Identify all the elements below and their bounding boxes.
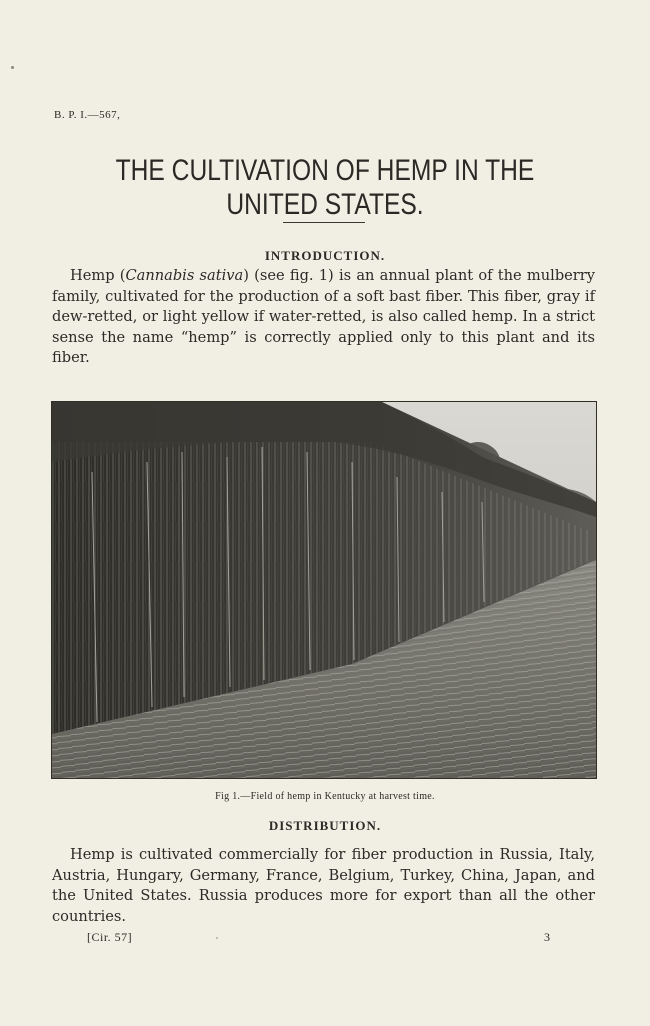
page-title [59, 154, 592, 222]
introduction-paragraph [52, 266, 595, 369]
intro-text-start: Hemp ( [70, 267, 126, 284]
title-line-1: THE CULTIVATION OF HEMP IN THE [115, 154, 535, 188]
title-rule [283, 222, 365, 223]
distribution-paragraph: Hemp is cultivated commercially for fiber production in Russia, Italy, Austria, Hungary, Germany, France, Belgium, Turkey, China, Japan, and the United States. Russia produces more for export than all the other countries. [52, 846, 595, 925]
hemp-field-illustration [52, 402, 596, 778]
scan-speck [216, 937, 218, 939]
bulletin-number: B. P. I.—567, [54, 109, 121, 121]
introduction-heading: INTRODUCTION. [264, 248, 386, 263]
distribution-heading: DISTRIBUTION. [268, 818, 382, 833]
figure-caption: Fig 1.—Field of hemp in Kentucky at harvest time. [215, 791, 435, 802]
hemp-field-photo [51, 401, 597, 779]
page-number: 3 [544, 930, 550, 944]
intro-text-rest: ) (see fig. 1) is an annual plant of the mulberry family, cultivated for the production of a soft bast fiber. This fiber, gray if dew-retted, or light yellow if water-retted, is also called hemp. In a strict sense the name “hemp” is correctly applied only to this plant and its fiber. [52, 267, 595, 366]
circular-number: [Cir. 57] [87, 930, 133, 944]
scan-speck [11, 66, 14, 69]
title-line-2: UNITED STATES. [226, 188, 424, 222]
species-name: Cannabis sativa [125, 267, 244, 284]
